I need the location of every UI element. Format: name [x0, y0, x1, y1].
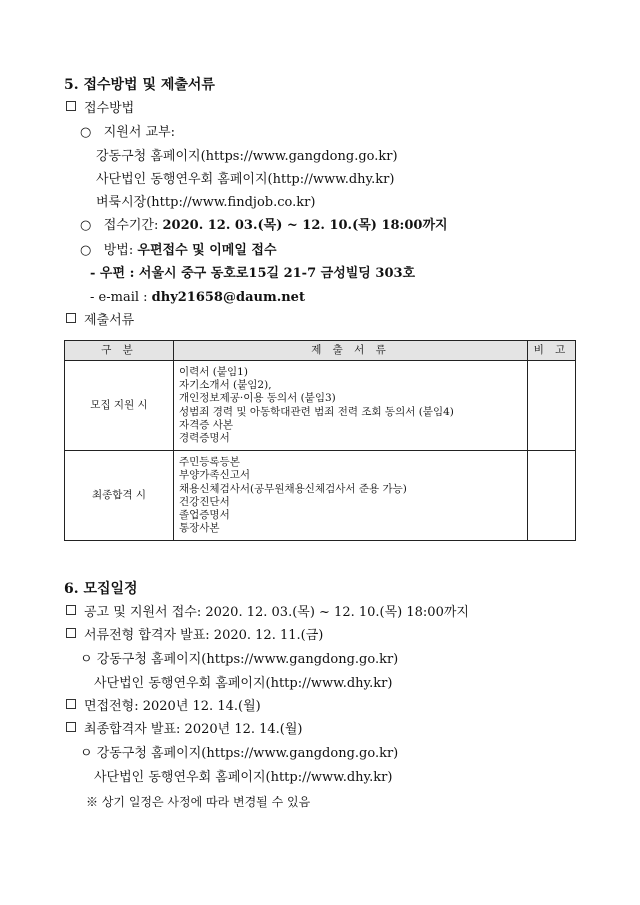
period-row [80, 217, 448, 235]
circle-bullet-icon: ○ [80, 243, 92, 258]
method-heading: 접수방법 [84, 101, 135, 116]
checkbox-square-icon [66, 722, 76, 732]
row-docs [174, 451, 528, 541]
schedule-item-text: 최종합격자 발표: 2020년 12. 14.(월) [84, 722, 303, 737]
distribution-site: 사단법인 동행연우회 홈페이지(http://www.dhy.kr) [96, 172, 395, 187]
method-value: 우편접수 및 이메일 접수 [137, 243, 277, 258]
checkbox-square-icon [66, 628, 76, 638]
email-label: - e-mail : [90, 290, 152, 305]
section5-title: 5. 접수방법 및 제출서류 [64, 77, 215, 93]
schedule-item-text: 서류전형 합격자 발표: 2020. 12. 11.(금) [84, 628, 324, 643]
checkbox-square-icon [66, 313, 76, 323]
method-heading-row [66, 100, 134, 118]
doc-item: 경력증명서 [179, 432, 230, 445]
schedule-item [66, 604, 469, 622]
header-note: 비 고 [528, 341, 576, 361]
schedule-item [66, 698, 261, 716]
method-label: 방법: [103, 243, 134, 258]
schedule-item [66, 721, 303, 739]
announce-site: ㅇ 강동구청 홈페이지(https://www.gangdong.go.kr) [80, 746, 399, 761]
table-row [65, 361, 576, 451]
circle-bullet-icon: ○ [80, 125, 92, 140]
distribution-site: 벼룩시장(http://www.findjob.co.kr) [96, 195, 316, 210]
distribution-label: 지원서 교부: [103, 125, 176, 140]
row-category: 모집 지원 시 [65, 361, 174, 451]
doc-item: 성범죄 경력 및 아동학대관련 범죄 전력 조회 동의서 (붙임4) [179, 405, 454, 418]
doc-item: 통장사본 [179, 522, 220, 535]
header-documents: 제 출 서 류 [174, 341, 528, 361]
row-category: 최종합격 시 [65, 451, 174, 541]
row-note [528, 361, 576, 451]
email-row [90, 289, 305, 307]
doc-item: 부양가족신고서 [179, 469, 251, 482]
doc-item: 자기소개서 (붙임2), [179, 379, 272, 392]
distribution-row [80, 124, 175, 142]
table-row [65, 451, 576, 541]
announce-site: ㅇ 강동구청 홈페이지(https://www.gangdong.go.kr) [80, 652, 399, 667]
post-address: - 우편 : 서울시 중구 동호로15길 21-7 금성빌딩 303호 [90, 266, 416, 281]
row-docs [174, 361, 528, 451]
docs-heading: 제출서류 [84, 313, 135, 328]
doc-item: 건강진단서 [179, 495, 230, 508]
header-category: 구 분 [65, 341, 174, 361]
doc-item: 졸업증명서 [179, 509, 230, 522]
announce-site: 사단법인 동행연우회 홈페이지(http://www.dhy.kr) [94, 676, 393, 691]
schedule-footnote: ※ 상기 일정은 사정에 따라 변경될 수 있음 [86, 795, 311, 809]
doc-item: 이력서 (붙임1) [179, 366, 248, 378]
announce-site: 사단법인 동행연우회 홈페이지(http://www.dhy.kr) [94, 770, 393, 785]
doc-item: 채용신체검사서(공무원채용신체검사서 준용 가능) [179, 482, 407, 495]
docs-heading-row [66, 312, 134, 330]
checkbox-square-icon [66, 605, 76, 615]
distribution-site: 강동구청 홈페이지(https://www.gangdong.go.kr) [96, 149, 398, 164]
period-value: 2020. 12. 03.(목) ~ 12. 10.(목) 18:00까지 [162, 218, 448, 233]
schedule-item-text: 공고 및 지원서 접수: 2020. 12. 03.(목) ~ 12. 10.(목) 18:00까지 [84, 605, 469, 620]
circle-bullet-icon: ○ [80, 218, 92, 233]
checkbox-square-icon [66, 101, 76, 111]
period-label: 접수기간: [103, 218, 159, 233]
checkbox-square-icon [66, 699, 76, 709]
schedule-item-text: 면접전형: 2020년 12. 14.(월) [84, 699, 261, 714]
submission-docs-table [64, 340, 576, 541]
schedule-item [66, 627, 323, 645]
method-row [80, 242, 277, 260]
row-note [528, 451, 576, 541]
doc-item: 개인정보제공·이용 동의서 (붙임3) [179, 392, 336, 405]
doc-item: 자격증 사본 [179, 418, 234, 431]
doc-item: 주민등록등본 [179, 456, 240, 469]
section6-title: 6. 모집일정 [64, 581, 138, 597]
email-value: dhy21658@daum.net [151, 290, 305, 305]
table-header-row [65, 341, 576, 361]
